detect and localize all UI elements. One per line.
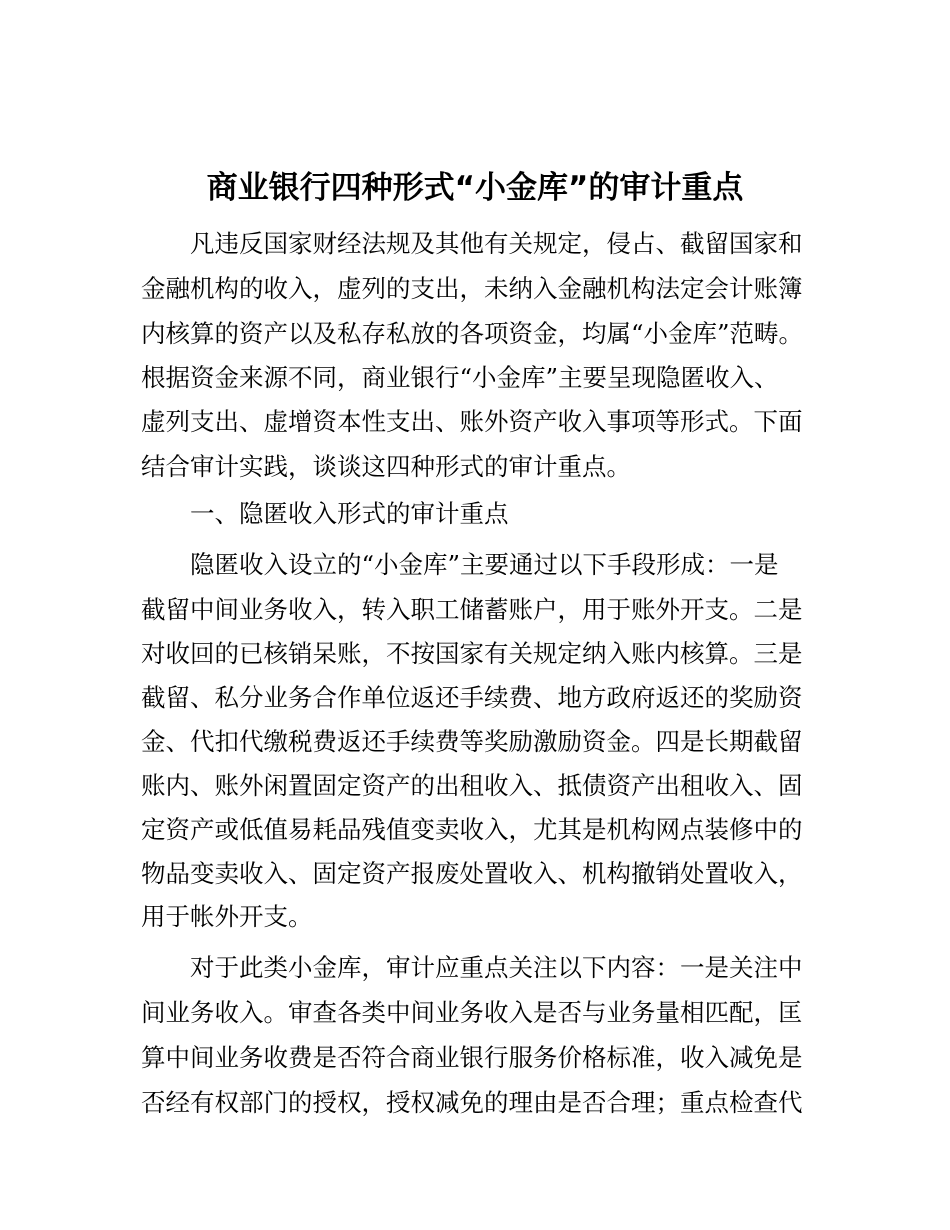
paragraph-line: 截留中间业务收入，转入职工储蓄账户，用于账外开支。二是 xyxy=(141,595,803,624)
paragraph-line: 金融机构的收入，虚列的支出，未纳入金融机构法定会计账簿 xyxy=(141,274,803,303)
paragraph-line: 凡违反国家财经法规及其他有关规定，侵占、截留国家和 xyxy=(190,229,803,258)
paragraph-line: 定资产或低值易耗品残值变卖收入，尤其是机构网点装修中的 xyxy=(141,815,803,844)
paragraph-line: 虚列支出、虚增资本性支出、账外资产收入事项等形式。下面 xyxy=(141,407,803,436)
section-heading: 一、隐匿收入形式的审计重点 xyxy=(190,499,509,528)
paragraph-line: 账内、账外闲置固定资产的出租收入、抵债资产出租收入、固 xyxy=(141,771,803,800)
paragraph-line: 否经有权部门的授权，授权减免的理由是否合理；重点检查代 xyxy=(141,1088,803,1117)
paragraph-line: 金、代扣代缴税费返还手续费等奖励激励资金。四是长期截留 xyxy=(141,727,803,756)
paragraph-line: 算中间业务收费是否符合商业银行服务价格标准，收入减免是 xyxy=(141,1043,803,1072)
paragraph-line: 间业务收入。审查各类中间业务收入是否与业务量相匹配，匡 xyxy=(141,998,803,1027)
paragraph-line: 根据资金来源不同，商业银行“小金库”主要呈现隐匿收入、 xyxy=(141,363,779,392)
paragraph-line: 结合审计实践，谈谈这四种形式的审计重点。 xyxy=(141,452,631,481)
paragraph-line: 物品变卖收入、固定资产报废处置收入、机构撤销处置收入， xyxy=(141,859,803,888)
paragraph-line: 内核算的资产以及私存私放的各项资金，均属“小金库”范畴。 xyxy=(141,319,804,348)
paragraph-line: 对于此类小金库，审计应重点关注以下内容：一是关注中 xyxy=(190,953,803,982)
paragraph-line: 截留、私分业务合作单位返还手续费、地方政府返还的奖励资 xyxy=(141,683,803,712)
page-title: 商业银行四种形式“小金库”的审计重点 xyxy=(206,170,744,206)
paragraph-line: 隐匿收入设立的“小金库”主要通过以下手段形成：一是 xyxy=(190,550,779,579)
paragraph-line: 对收回的已核销呆账，不按国家有关规定纳入账内核算。三是 xyxy=(141,639,803,668)
paragraph-line: 用于帐外开支。 xyxy=(141,902,313,931)
